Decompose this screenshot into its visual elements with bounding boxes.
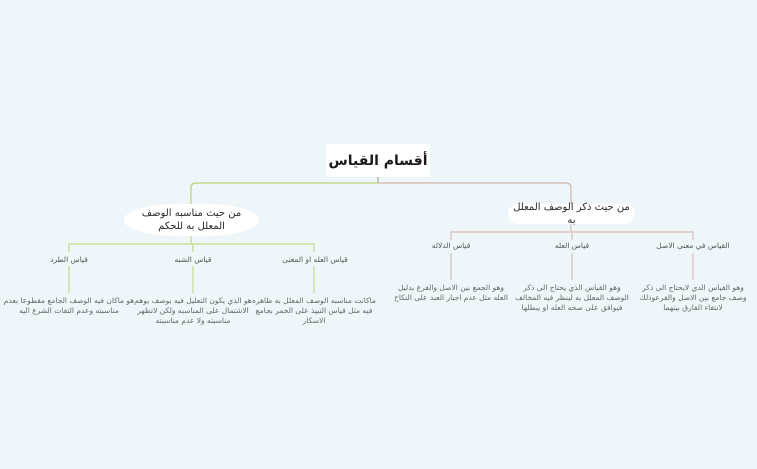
subtopic-label: قياس العله او المعنى	[282, 255, 348, 264]
detail-node[interactable]	[252, 296, 376, 326]
subtopic-node[interactable]	[270, 255, 360, 264]
subtopic-node[interactable]	[640, 241, 746, 250]
subtopic-node[interactable]	[160, 255, 226, 264]
subtopic-label: قياس الشبه	[174, 255, 212, 264]
detail-text: وهو القياس الذي يحتاج الى ذكر الوصف المعلل به لينظر فيه المخالف فيوافق على صحه العله او يبطلها	[515, 283, 629, 312]
branch-label: من حيث مناسبه الوصف المعلل به للحكم	[141, 208, 242, 232]
detail-text: هو الذي يكون التعليل فيه بوصف يوهم الاشتمال على المناسبه ولكن لاتظهر مناسبته ولا عدم مناسبته	[134, 296, 252, 325]
subtopic-label: قياس الدلاله	[431, 241, 471, 250]
detail-text: وهو القياس الذي لايحتاج الى ذكر وصف جامع بين الاصل والفرعوذلك لانتفاء الفارق بينهما	[639, 283, 747, 312]
detail-node[interactable]	[134, 296, 252, 326]
detail-text: ماكانت مناسبه الوصف المعلل به ظاهره فيه مثل قياس النبيذ على الخمر بجامع الاسكار	[252, 296, 376, 325]
detail-node[interactable]	[2, 296, 136, 316]
subtopic-node[interactable]	[36, 255, 102, 264]
subtopic-node[interactable]	[410, 241, 492, 250]
detail-node[interactable]	[636, 283, 750, 313]
root-node[interactable]	[326, 144, 430, 177]
subtopic-label: قياس الطرد	[50, 255, 88, 264]
detail-node[interactable]	[392, 283, 510, 303]
branch-node-left[interactable]	[124, 204, 259, 236]
branch-label: من حيث ذكر الوصف المعلل به	[513, 202, 630, 226]
subtopic-label: القياس في معنى الاصل	[656, 241, 730, 250]
detail-text: وهو الجمع بين الاصل والفرع بدليل العله مثل عدم اجبار العبد على النكاح	[394, 283, 508, 302]
detail-text: هو ماكان فيه الوصف الجامع مقطوعا بعدم مناسبته وعدم التفات الشرع اليه	[3, 296, 135, 315]
branch-node-right[interactable]	[508, 204, 635, 224]
detail-node[interactable]	[512, 283, 632, 313]
subtopic-label: قياس العله	[554, 241, 590, 250]
subtopic-node[interactable]	[530, 241, 614, 250]
root-title: أقسام القياس	[328, 152, 428, 169]
